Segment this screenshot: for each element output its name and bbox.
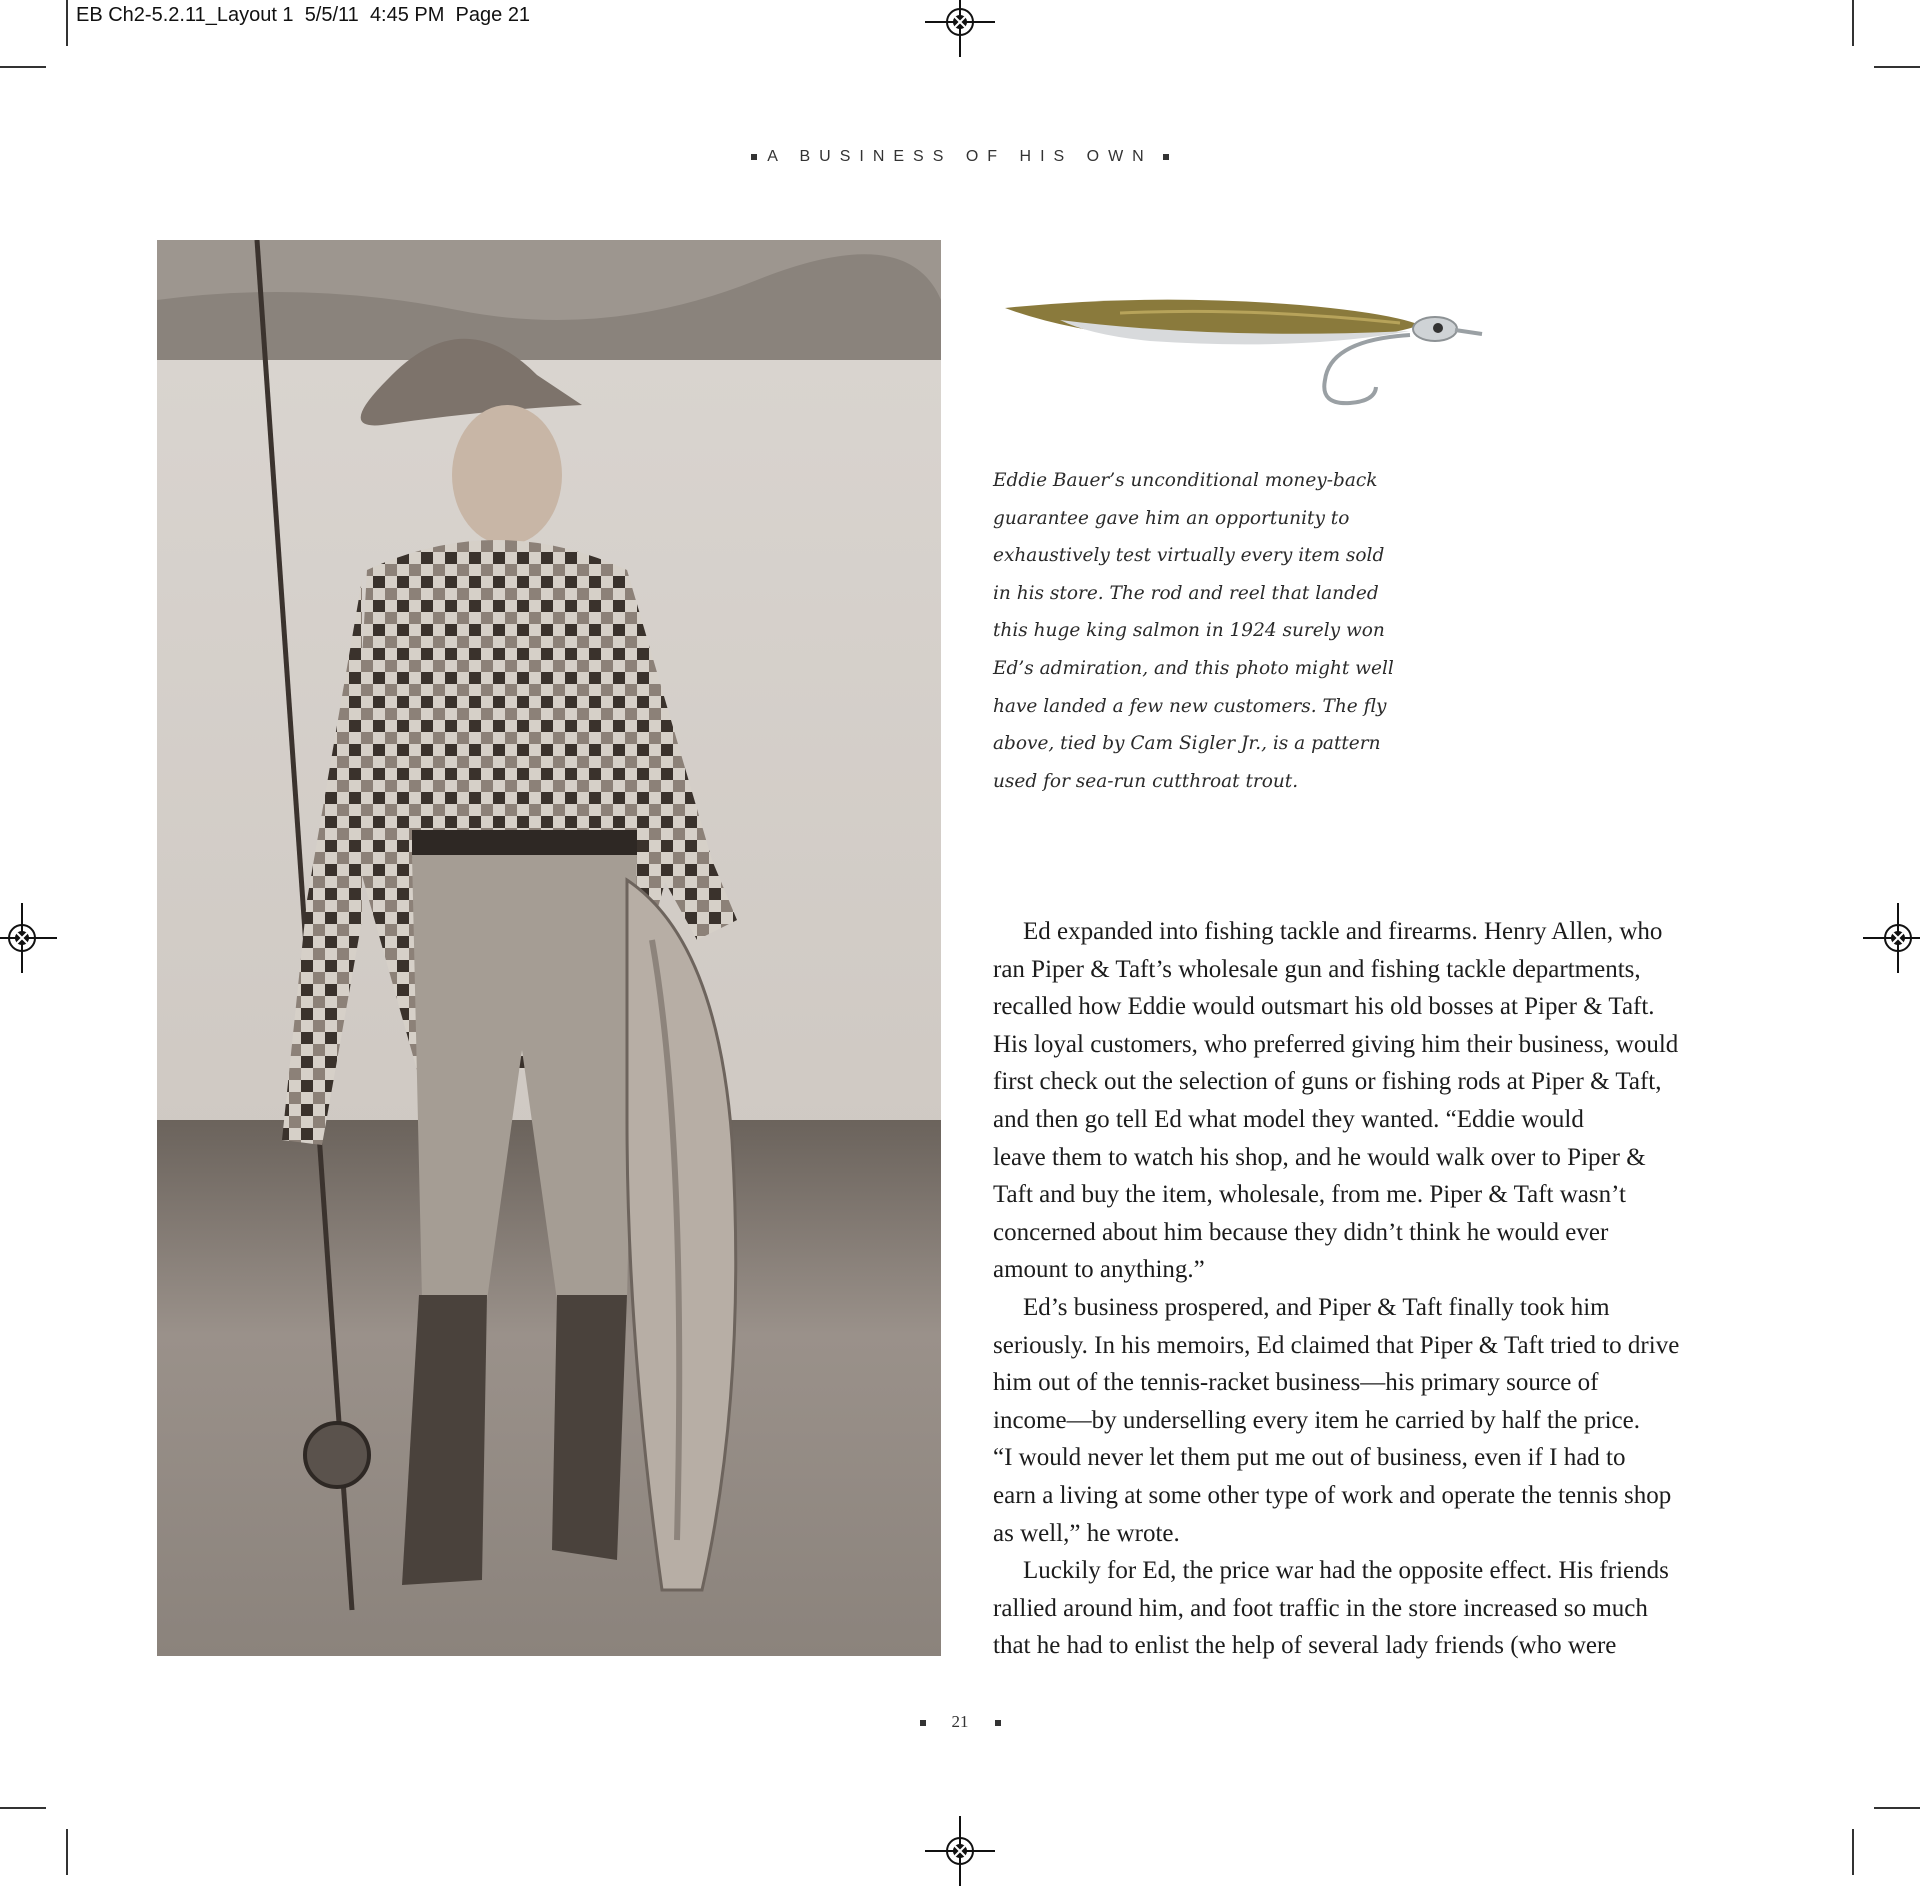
fishing-fly-image	[1000, 285, 1490, 420]
bullet-icon	[995, 1720, 1001, 1726]
slug-file: EB Ch2-5.2.11_Layout 1	[76, 4, 294, 26]
body-line: Luckily for Ed, the price war had the opposite effect. His friends	[1023, 1557, 1669, 1585]
body-line: His loyal customers, who preferred giving him their business, would	[993, 1030, 1679, 1058]
slug-date: 5/5/11	[304, 4, 359, 26]
crop-mark	[66, 0, 68, 46]
body-line: ran Piper & Taft’s wholesale gun and fishing tackle departments,	[993, 955, 1641, 983]
body-line: seriously. In his memoirs, Ed claimed that Piper & Taft tried to drive	[993, 1331, 1680, 1359]
body-line: first check out the selection of guns or fishing rods at Piper & Taft,	[993, 1068, 1662, 1096]
body-line: “I would never let them put me out of business, even if I had to	[993, 1444, 1626, 1472]
body-line: him out of the tennis-racket business—his primary source of	[993, 1369, 1599, 1397]
caption-line: this huge king salmon in 1924 surely won	[993, 620, 1385, 642]
body-line: rallied around him, and foot traffic in the store increased so much	[993, 1594, 1648, 1622]
crop-mark	[1852, 0, 1854, 46]
crop-mark	[1874, 1807, 1920, 1809]
page-number-text: 21	[951, 1712, 969, 1731]
slug-page: Page 21	[455, 4, 531, 26]
caption-line: exhaustively test virtually every item sold	[993, 545, 1385, 567]
crop-mark	[1852, 1829, 1854, 1875]
crop-mark	[0, 1807, 46, 1809]
crop-mark	[0, 66, 46, 68]
bullet-icon	[1163, 154, 1169, 160]
body-line: leave them to watch his shop, and he would walk over to Piper &	[993, 1143, 1646, 1171]
print-slug	[76, 4, 530, 27]
running-head	[0, 148, 1920, 166]
fisherman-with-salmon-photo	[157, 240, 941, 1656]
photo-illustration	[157, 240, 941, 1656]
crop-mark	[1874, 66, 1920, 68]
caption-line: Ed’s admiration, and this photo might well	[993, 657, 1394, 679]
bullet-icon	[751, 154, 757, 160]
body-line: as well,” he wrote.	[993, 1519, 1180, 1547]
body-line: Ed’s business prospered, and Piper & Taft finally took him	[1023, 1293, 1610, 1321]
body-line: and then go tell Ed what model they wanted. “Eddie would	[993, 1105, 1584, 1133]
body-line: recalled how Eddie would outsmart his old bosses at Piper & Taft.	[993, 993, 1655, 1021]
registration-mark-icon	[925, 1816, 995, 1886]
registration-mark-icon	[0, 903, 57, 973]
photo-caption	[993, 462, 1393, 800]
registration-mark-icon	[925, 0, 995, 57]
registration-mark-icon	[1863, 903, 1920, 973]
page-number	[0, 1712, 1920, 1732]
body-line: amount to anything.”	[993, 1256, 1205, 1284]
body-line: earn a living at some other type of work and operate the tennis shop	[993, 1481, 1672, 1509]
body-line: concerned about him because they didn’t think he would ever	[993, 1218, 1609, 1246]
crop-mark	[66, 1829, 68, 1875]
body-line: that he had to enlist the help of several lady friends (who were	[993, 1632, 1617, 1660]
caption-line: Eddie Bauer’s unconditional money-back	[993, 470, 1378, 491]
body-line: Taft and buy the item, wholesale, from me. Piper & Taft wasn’t	[993, 1181, 1626, 1209]
body-line: Ed expanded into fishing tackle and firearms. Henry Allen, who	[1023, 918, 1663, 945]
caption-line: guarantee gave him an opportunity to	[993, 507, 1350, 529]
running-head-text: A BUSINESS OF HIS OWN	[767, 148, 1153, 165]
body-line: income—by underselling every item he carried by half the price.	[993, 1406, 1640, 1434]
slug-time: 4:45 PM	[369, 4, 445, 26]
body-text	[993, 913, 1753, 1665]
caption-line: have landed a few new customers. The fly	[993, 695, 1387, 717]
caption-line: above, tied by Cam Sigler Jr., is a pattern	[993, 733, 1381, 755]
bullet-icon	[920, 1720, 926, 1726]
caption-line: used for sea-run cutthroat trout.	[993, 770, 1299, 792]
caption-line: in his store. The rod and reel that landed	[993, 582, 1379, 604]
